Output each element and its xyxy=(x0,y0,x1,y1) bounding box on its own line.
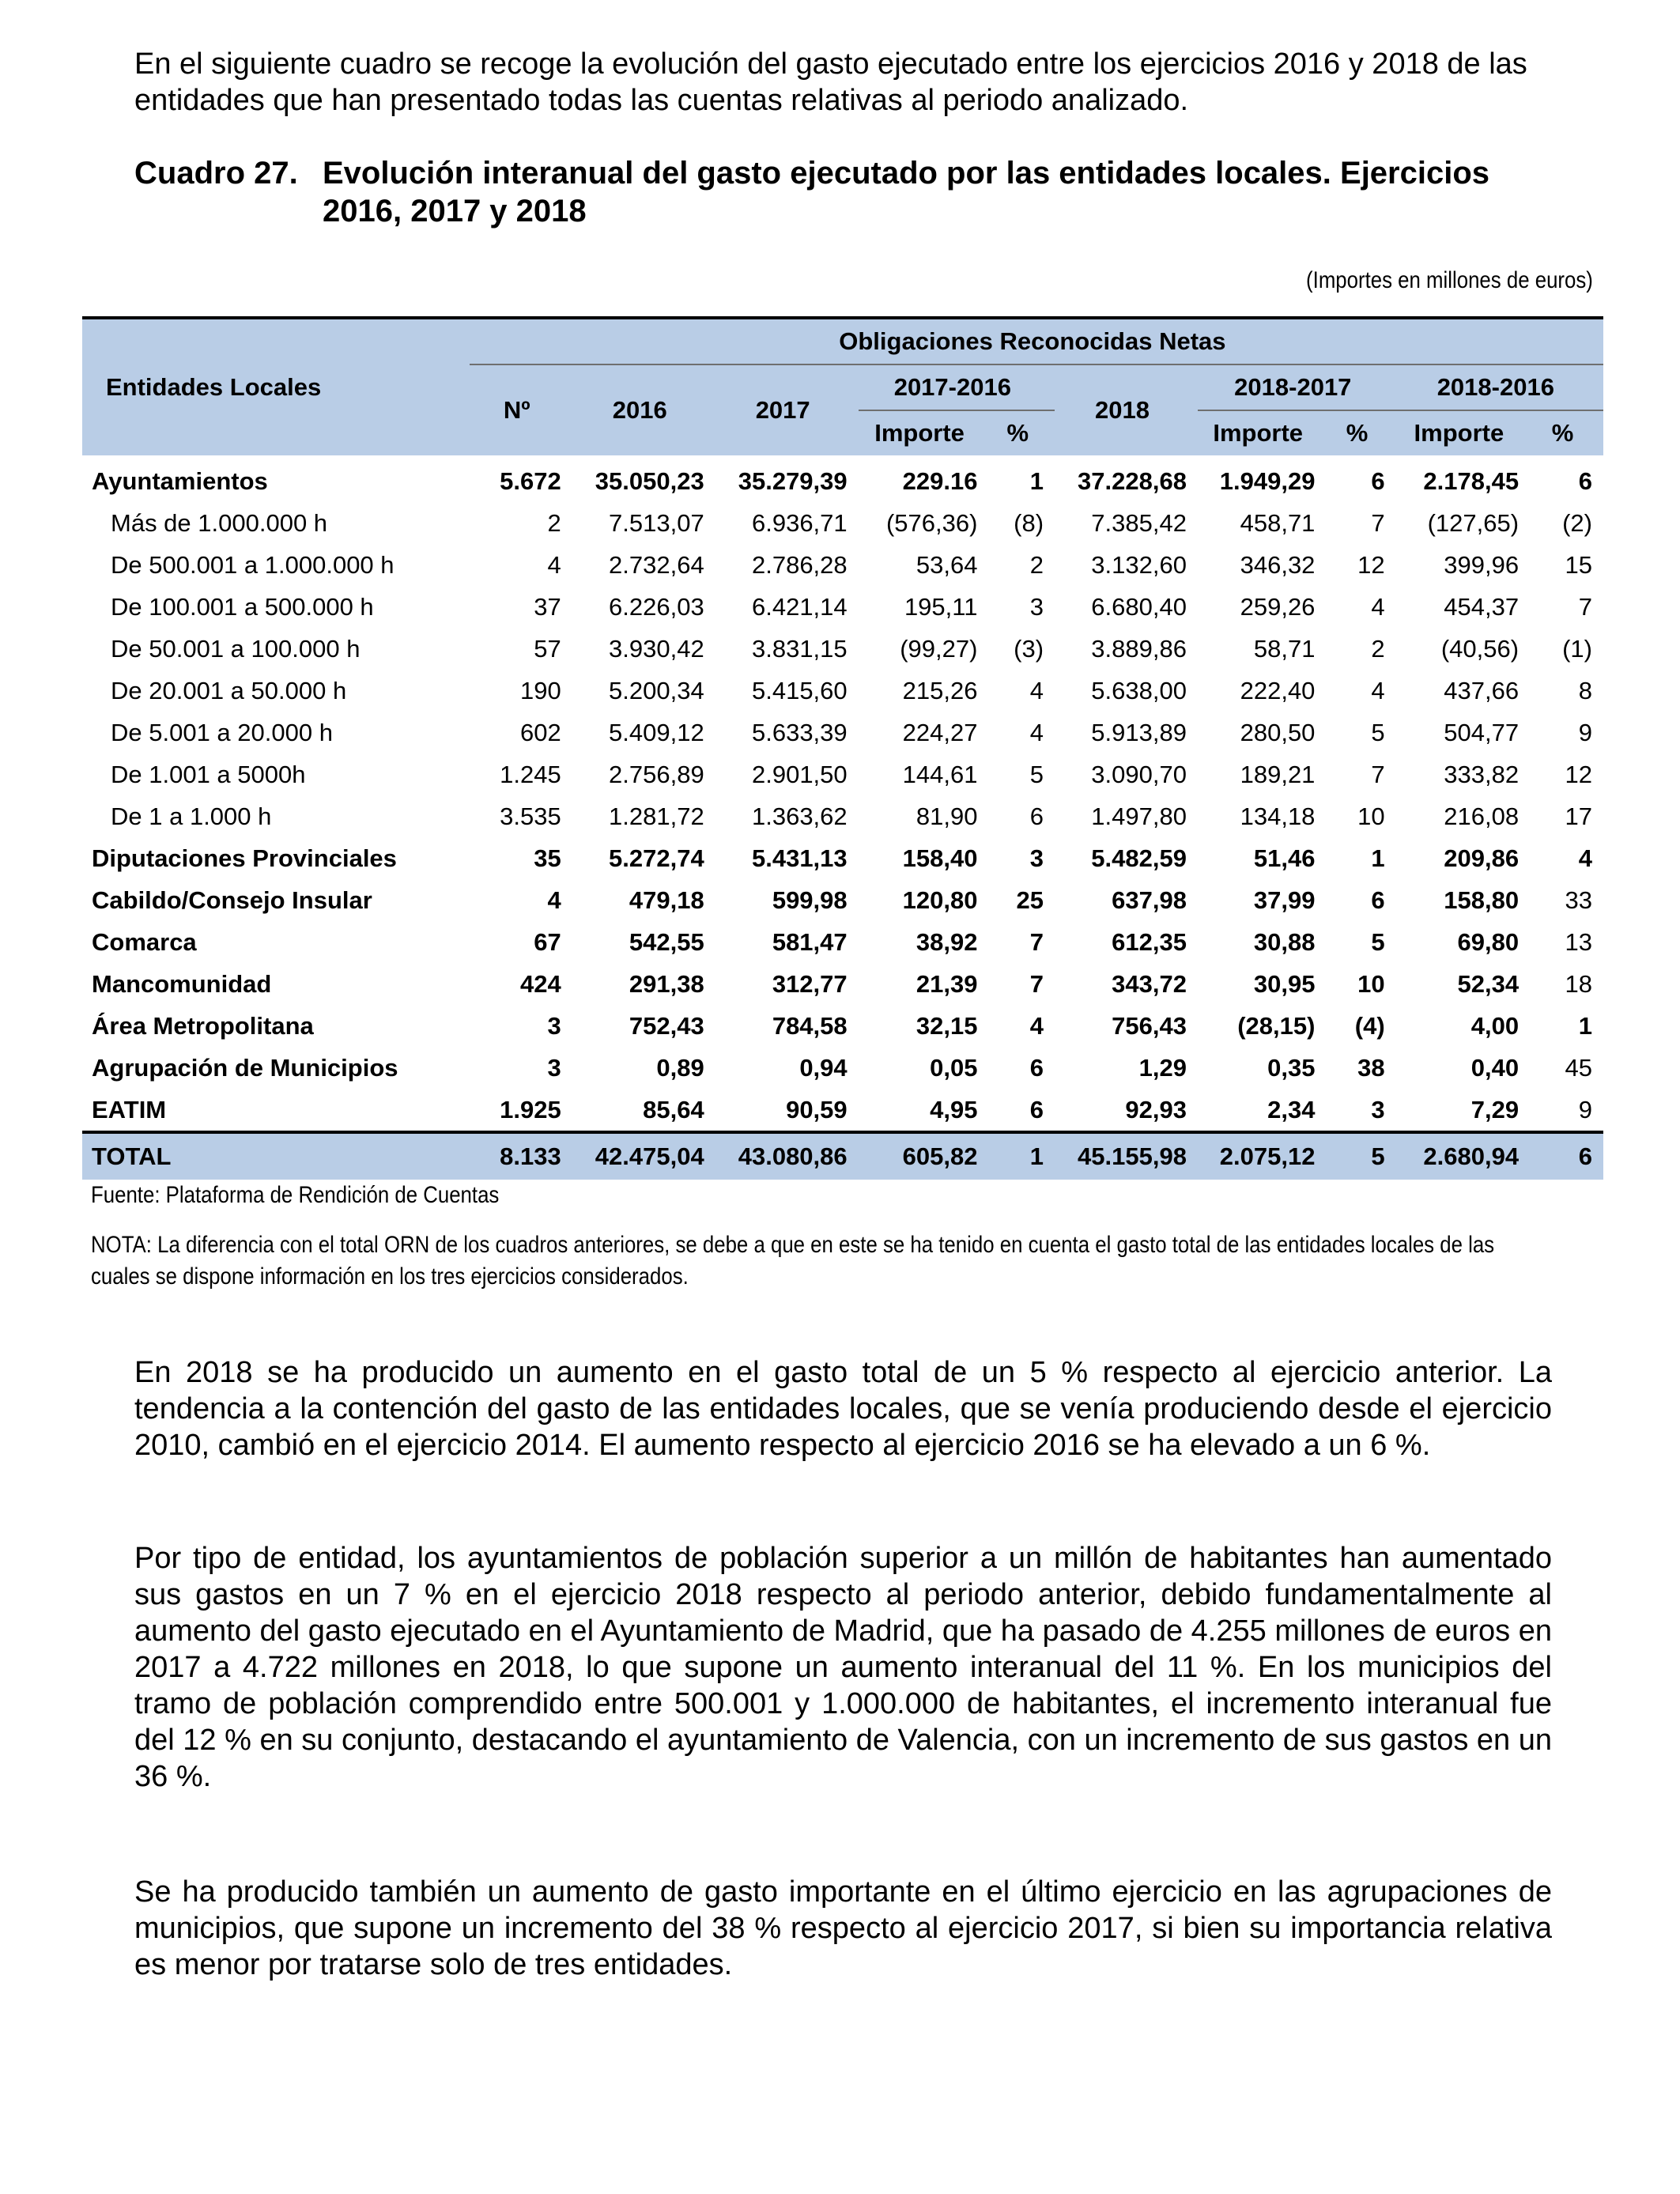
value-cell: 18 xyxy=(1565,969,1592,998)
entity-name-cell: De 50.001 a 100.000 h xyxy=(111,634,361,663)
value-cell: 4 xyxy=(1029,1011,1044,1040)
entity-name-cell: Mancomunidad xyxy=(92,969,272,998)
entity-name-cell: De 100.001 a 500.000 h xyxy=(111,592,374,621)
value-cell: 6.680,40 xyxy=(1091,592,1187,621)
value-cell: 1.245 xyxy=(500,760,561,788)
value-cell: 3.889,86 xyxy=(1091,634,1187,663)
value-cell: 3 xyxy=(547,1053,561,1082)
value-cell: 12 xyxy=(1565,760,1592,788)
value-cell: 35 xyxy=(534,844,561,872)
total-row xyxy=(82,1132,1603,1180)
value-cell: 437,66 xyxy=(1444,676,1520,704)
header-2017: 2017 xyxy=(715,364,859,455)
value-cell: 3.831,15 xyxy=(751,634,848,663)
table-row xyxy=(82,455,1603,502)
value-cell: 7.385,42 xyxy=(1091,508,1187,537)
value-cell: 5.913,89 xyxy=(1091,718,1187,746)
value-cell: 2 xyxy=(1029,550,1044,579)
header-2018-2017: 2018-2017 xyxy=(1198,364,1396,410)
value-cell: 32,15 xyxy=(916,1011,978,1040)
header-2016: 2016 xyxy=(572,364,715,455)
header-importe: Importe xyxy=(859,410,989,455)
value-cell: 6 xyxy=(1029,802,1044,830)
value-cell: 6 xyxy=(1371,466,1385,495)
value-cell: 2.756,89 xyxy=(609,760,704,788)
header-pct: % xyxy=(988,410,1055,455)
value-cell: 2.075,12 xyxy=(1198,1132,1326,1180)
value-cell: 8.133 xyxy=(470,1132,572,1180)
value-cell: 4,95 xyxy=(930,1095,978,1123)
value-cell: 784,58 xyxy=(772,1011,848,1040)
value-cell: 7 xyxy=(1371,760,1385,788)
value-cell: 222,40 xyxy=(1240,676,1316,704)
value-cell: 5.415,60 xyxy=(751,676,848,704)
value-cell: 45.155,98 xyxy=(1055,1132,1198,1180)
table-row xyxy=(82,879,1603,921)
value-cell: (28,15) xyxy=(1237,1011,1316,1040)
value-cell: 1 xyxy=(1029,466,1044,495)
value-cell: 4 xyxy=(547,550,561,579)
value-cell: 30,95 xyxy=(1253,969,1316,998)
entity-name-cell: De 5.001 a 20.000 h xyxy=(111,718,333,746)
value-cell: 209,86 xyxy=(1444,844,1520,872)
value-cell: 5.200,34 xyxy=(609,676,704,704)
value-cell: 6 xyxy=(1371,886,1385,914)
value-cell: 0,94 xyxy=(799,1053,848,1082)
table-row xyxy=(82,1005,1603,1047)
intro-paragraph: En el siguiente cuadro se recoge la evolución del gasto ejecutado entre los ejercicios 2016 y 2018 de las entidades que han presentado todas las cuentas relativas al periodo analizado. xyxy=(134,47,1527,117)
value-cell: (8) xyxy=(1014,508,1044,537)
value-cell: 190 xyxy=(520,676,561,704)
value-cell: 291,38 xyxy=(629,969,704,998)
value-cell: 7 xyxy=(1029,927,1044,956)
value-cell: 1.281,72 xyxy=(609,802,704,830)
value-cell: 2.786,28 xyxy=(751,550,848,579)
value-cell: 7 xyxy=(1578,592,1592,621)
entity-name-cell: Ayuntamientos xyxy=(92,466,268,495)
value-cell: 4 xyxy=(1029,718,1044,746)
value-cell: 458,71 xyxy=(1240,508,1316,537)
value-cell: 30,88 xyxy=(1253,927,1316,956)
value-cell: 12 xyxy=(1357,550,1385,579)
value-cell: 504,77 xyxy=(1444,718,1520,746)
value-cell: 35.050,23 xyxy=(595,466,704,495)
value-cell: 479,18 xyxy=(629,886,704,914)
value-cell: 13 xyxy=(1565,927,1592,956)
value-cell: 2.732,64 xyxy=(609,550,704,579)
value-cell: 605,82 xyxy=(859,1132,989,1180)
value-cell: 216,08 xyxy=(1444,802,1520,830)
entity-name-cell: Comarca xyxy=(92,927,197,956)
value-cell: 189,21 xyxy=(1240,760,1316,788)
table-body xyxy=(82,455,1603,1180)
header-n: Nº xyxy=(470,364,572,455)
table-row xyxy=(82,502,1603,544)
value-cell: 4 xyxy=(1371,592,1385,621)
value-cell: 7,29 xyxy=(1470,1095,1520,1123)
body-paragraph: Por tipo de entidad, los ayuntamientos de población superior a un millón de habitantes han aumentado sus gastos en un 7 % en el ejercicio 2018 respecto al periodo anterior, debido fundamentalmente al aumento del gasto ejecutado en el Ayuntamiento de Madrid, que ha pasado de 4.255 millones de euros en 2017 a 4.722 millones en 2018, lo que supone un aumento interanual del 11 %. En los municipios del tramo de población comprendido entre 500.001 y 1.000.000 de habitantes, el incremento interanual fue del 12 % en su conjunto, destacando el ayuntamiento de Valencia, con un incremento de sus gastos en un 36 %. xyxy=(134,1542,1552,1793)
value-cell: 0,40 xyxy=(1470,1053,1520,1082)
value-cell: (99,27) xyxy=(900,634,978,663)
value-cell: 756,43 xyxy=(1112,1011,1187,1040)
table-row xyxy=(82,963,1603,1005)
value-cell: 3.132,60 xyxy=(1091,550,1187,579)
value-cell: 85,64 xyxy=(643,1095,704,1123)
value-cell: 2.680,94 xyxy=(1396,1132,1530,1180)
value-cell: 5.431,13 xyxy=(751,844,848,872)
value-cell: 3.930,42 xyxy=(609,634,704,663)
value-cell: 5 xyxy=(1371,718,1385,746)
value-cell: 21,39 xyxy=(916,969,978,998)
header-2018-2016: 2018-2016 xyxy=(1396,364,1603,410)
value-cell: 1.949,29 xyxy=(1219,466,1316,495)
value-cell: 42.475,04 xyxy=(572,1132,715,1180)
value-cell: 17 xyxy=(1565,802,1592,830)
table-row xyxy=(82,753,1603,795)
value-cell: 224,27 xyxy=(902,718,978,746)
value-cell: (2) xyxy=(1562,508,1592,537)
value-cell: 312,77 xyxy=(772,969,848,998)
entity-name-cell: De 500.001 a 1.000.000 h xyxy=(111,550,395,579)
value-cell: 158,40 xyxy=(902,844,978,872)
value-cell: 4 xyxy=(1371,676,1385,704)
table-row xyxy=(82,712,1603,753)
value-cell: 7.513,07 xyxy=(609,508,704,537)
value-cell: 5.272,74 xyxy=(609,844,704,872)
header-pct: % xyxy=(1530,410,1603,455)
value-cell: 612,35 xyxy=(1112,927,1187,956)
value-cell: (127,65) xyxy=(1427,508,1520,537)
value-cell: 7 xyxy=(1029,969,1044,998)
value-cell: 280,50 xyxy=(1240,718,1316,746)
value-cell: 37.228,68 xyxy=(1078,466,1187,495)
value-cell: 10 xyxy=(1357,802,1385,830)
entity-name-cell: EATIM xyxy=(92,1095,167,1123)
value-cell: 4 xyxy=(547,886,561,914)
value-cell: 2.178,45 xyxy=(1423,466,1520,495)
value-cell: 3.090,70 xyxy=(1091,760,1187,788)
value-cell: 144,61 xyxy=(902,760,978,788)
header-pct: % xyxy=(1326,410,1395,455)
table-row xyxy=(82,586,1603,628)
value-cell: 10 xyxy=(1357,969,1385,998)
source-note: Fuente: Plataforma de Rendición de Cuentas xyxy=(91,1182,500,1208)
value-cell: 38,92 xyxy=(916,927,978,956)
value-cell: 1 xyxy=(988,1132,1055,1180)
entity-name-cell: TOTAL xyxy=(82,1132,470,1180)
value-cell: 8 xyxy=(1578,676,1592,704)
value-cell: 343,72 xyxy=(1112,969,1187,998)
units-note: (Importes en millones de euros) xyxy=(1306,267,1593,293)
value-cell: 5 xyxy=(1326,1132,1395,1180)
value-cell: 3 xyxy=(1371,1095,1385,1123)
entity-name-cell: De 1 a 1.000 h xyxy=(111,802,272,830)
value-cell: 53,64 xyxy=(916,550,978,579)
table-title-label: Cuadro 27. xyxy=(134,156,298,191)
header-entity: Entidades Locales xyxy=(82,318,470,455)
value-cell: 5 xyxy=(1371,927,1385,956)
value-cell: 259,26 xyxy=(1240,592,1316,621)
value-cell: 134,18 xyxy=(1240,802,1316,830)
value-cell: 15 xyxy=(1565,550,1592,579)
expense-evolution-table xyxy=(82,316,1603,1180)
entity-name-cell: Más de 1.000.000 h xyxy=(111,508,328,537)
value-cell: 1.363,62 xyxy=(751,802,848,830)
value-cell: 58,71 xyxy=(1253,634,1316,663)
table-row xyxy=(82,670,1603,712)
value-cell: 51,46 xyxy=(1253,844,1316,872)
value-cell: 52,34 xyxy=(1457,969,1520,998)
table-row xyxy=(82,628,1603,670)
body-paragraph: En 2018 se ha producido un aumento en el gasto total de un 5 % respecto al ejercicio anterior. La tendencia a la contención del gasto de las entidades locales, que se venía produciendo desde el ejercicio 2010, cambió en el ejercicio 2014. El aumento respecto al ejercicio 2016 se ha elevado a un 6 %. xyxy=(134,1356,1552,1462)
table-row xyxy=(82,1089,1603,1132)
value-cell: (40,56) xyxy=(1440,634,1520,663)
entity-name-cell: Diputaciones Provinciales xyxy=(92,844,397,872)
value-cell: 92,93 xyxy=(1125,1095,1187,1123)
table-title-text: Evolución interanual del gasto ejecutado por las entidades locales. Ejercicios 2016, 2017 y 2018 xyxy=(323,156,1490,228)
entity-name-cell: De 20.001 a 50.000 h xyxy=(111,676,347,704)
value-cell: 229.16 xyxy=(902,466,978,495)
value-cell: 2.901,50 xyxy=(751,760,848,788)
entity-name-cell: Cabildo/Consejo Insular xyxy=(92,886,372,914)
value-cell: 215,26 xyxy=(902,676,978,704)
value-cell: 6 xyxy=(1029,1095,1044,1123)
value-cell: 4,00 xyxy=(1470,1011,1520,1040)
value-cell: 599,98 xyxy=(772,886,848,914)
value-cell: 67 xyxy=(534,927,561,956)
value-cell: 454,37 xyxy=(1444,592,1520,621)
table-row xyxy=(82,837,1603,879)
value-cell: 1,29 xyxy=(1138,1053,1187,1082)
value-cell: 195,11 xyxy=(904,592,978,621)
value-cell: 2,34 xyxy=(1267,1095,1316,1123)
value-cell: 5.672 xyxy=(500,466,561,495)
value-cell: 81,90 xyxy=(916,802,978,830)
value-cell: 752,43 xyxy=(629,1011,704,1040)
header-2018: 2018 xyxy=(1055,364,1198,455)
value-cell: 1.925 xyxy=(500,1095,561,1123)
table-row xyxy=(82,1047,1603,1089)
value-cell: 6 xyxy=(1578,466,1592,495)
value-cell: (576,36) xyxy=(885,508,978,537)
value-cell: 2 xyxy=(547,508,561,537)
value-cell: 25 xyxy=(1016,886,1044,914)
header-group: Obligaciones Reconocidas Netas xyxy=(470,318,1603,364)
value-cell: 346,32 xyxy=(1240,550,1316,579)
table-row xyxy=(82,921,1603,963)
value-cell: 158,80 xyxy=(1444,886,1520,914)
entity-name-cell: Área Metropolitana xyxy=(92,1011,314,1040)
value-cell: 6 xyxy=(1029,1053,1044,1082)
value-cell: (4) xyxy=(1354,1011,1385,1040)
value-cell: 9 xyxy=(1578,718,1592,746)
nota-note: NOTA: La diferencia con el total ORN de los cuadros anteriores, se debe a que en este se ha tenido en cuenta el gasto total de las entidades locales de las cuales se dispone información en los tres ejercicios considerados. xyxy=(91,1232,1495,1290)
value-cell: 3 xyxy=(547,1011,561,1040)
table-row xyxy=(82,795,1603,837)
value-cell: 5.638,00 xyxy=(1091,676,1187,704)
value-cell: 2 xyxy=(1371,634,1385,663)
value-cell: 6 xyxy=(1530,1132,1603,1180)
header-2017-2016: 2017-2016 xyxy=(859,364,1055,410)
value-cell: 4 xyxy=(1029,676,1044,704)
value-cell: 3 xyxy=(1029,844,1044,872)
value-cell: (3) xyxy=(1014,634,1044,663)
entity-name-cell: Agrupación de Municipios xyxy=(92,1053,398,1082)
value-cell: 6.421,14 xyxy=(751,592,848,621)
value-cell: 37 xyxy=(534,592,561,621)
value-cell: 581,47 xyxy=(772,927,848,956)
value-cell: 1 xyxy=(1578,1011,1592,1040)
value-cell: 120,80 xyxy=(902,886,978,914)
header-importe: Importe xyxy=(1198,410,1326,455)
header-importe: Importe xyxy=(1396,410,1530,455)
value-cell: 33 xyxy=(1565,886,1592,914)
value-cell: 57 xyxy=(534,634,561,663)
value-cell: 4 xyxy=(1578,844,1592,872)
value-cell: 3.535 xyxy=(500,802,561,830)
value-cell: 6.226,03 xyxy=(609,592,704,621)
value-cell: 0,05 xyxy=(930,1053,978,1082)
value-cell: 9 xyxy=(1578,1095,1592,1123)
body-paragraph: Se ha producido también un aumento de gasto importante en el último ejercicio en las agrupaciones de municipios, que supone un incremento del 38 % respecto al ejercicio 2017, si bien su importancia relativa es menor por tratarse solo de tres entidades. xyxy=(134,1875,1552,1981)
value-cell: 6.936,71 xyxy=(751,508,848,537)
value-cell: 7 xyxy=(1371,508,1385,537)
value-cell: 542,55 xyxy=(629,927,704,956)
value-cell: 37,99 xyxy=(1253,886,1316,914)
entity-name-cell: De 1.001 a 5000h xyxy=(111,760,306,788)
value-cell: 0,35 xyxy=(1267,1053,1316,1082)
value-cell: 1 xyxy=(1371,844,1385,872)
value-cell: 38 xyxy=(1357,1053,1385,1082)
value-cell: 424 xyxy=(520,969,561,998)
value-cell: 5.633,39 xyxy=(751,718,848,746)
value-cell: 5 xyxy=(1029,760,1044,788)
table-row xyxy=(82,544,1603,586)
value-cell: 637,98 xyxy=(1112,886,1187,914)
value-cell: (1) xyxy=(1562,634,1592,663)
value-cell: 399,96 xyxy=(1444,550,1520,579)
value-cell: 0,89 xyxy=(656,1053,704,1082)
value-cell: 602 xyxy=(520,718,561,746)
value-cell: 5.482,59 xyxy=(1091,844,1187,872)
value-cell: 333,82 xyxy=(1444,760,1520,788)
value-cell: 45 xyxy=(1565,1053,1592,1082)
value-cell: 1.497,80 xyxy=(1091,802,1187,830)
value-cell: 5.409,12 xyxy=(609,718,704,746)
value-cell: 69,80 xyxy=(1457,927,1520,956)
value-cell: 43.080,86 xyxy=(715,1132,859,1180)
value-cell: 3 xyxy=(1029,592,1044,621)
value-cell: 35.279,39 xyxy=(738,466,848,495)
value-cell: 90,59 xyxy=(786,1095,848,1123)
